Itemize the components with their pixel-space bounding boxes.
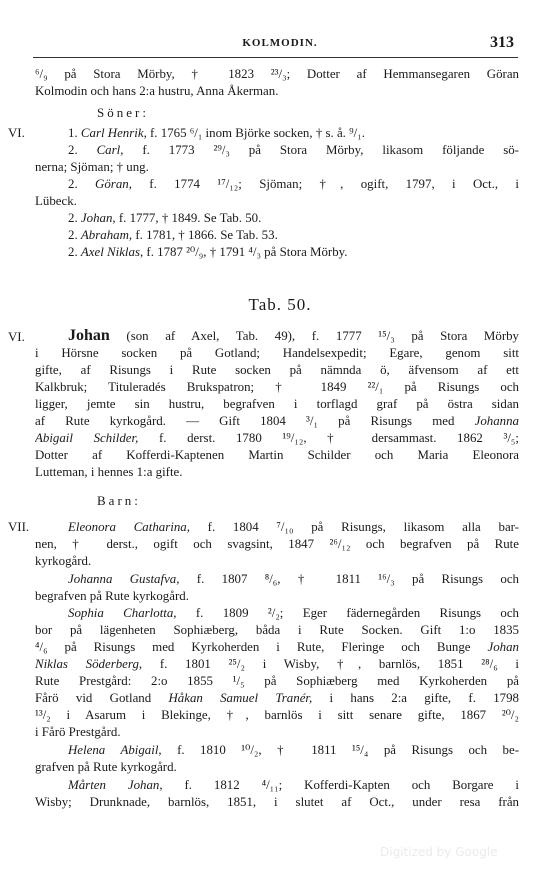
person-name: Niklas Söderberg, [35,657,143,671]
entry-text: f. 1810 ¹⁰/₂, † 1811 ¹⁵/₄ på Risungs och be- [161,743,519,757]
child-entry [68,571,519,588]
entry-text: f. 1765 ⁶/₁ inom Björke socken, † s. å. ⁹/₁. [146,126,365,140]
text-line [35,690,519,707]
child-entry [68,125,519,142]
table-heading: Tab. 50. [248,295,312,314]
child-entry [68,519,519,536]
entry-text: f. 1774 ¹⁷/₁₂; Sjöman; †, ogift, 1797, i Oct., i [131,177,519,191]
entry-text: Fårö vid Gotland [35,691,169,705]
child-entry [68,142,519,159]
text-line: Wisby; Drunknade, barnlös, 1851, i slutet af Oct., under resa från [35,795,519,809]
header-title: KOLMODIN. [242,37,318,49]
text-line: grafven på Rute kyrkogård. [35,760,177,774]
text-line [35,656,519,673]
entry-number: 2. [68,228,78,242]
text-line: begrafven på Rute kyrkogård. [35,589,189,603]
generation-numeral: VI. [8,126,25,140]
person-name: Mårten Johan, [68,778,163,792]
text-line: nerna; Sjöman; † ung. [35,160,149,174]
entry-text: f. 1809 ²/₂; Eger fädernegården Risungs och [176,606,519,620]
entry-text: ⁴/₆ på Risungs med Kyrkoherden i Rute, Fleringe och Bunge [35,640,488,654]
text-line: Kolmodin och hans 2:a hustru, Anna Åkerman. [35,84,279,98]
person-name: Johan [68,327,110,344]
entry-text: i hans 2:a gifte, f. 1798 [312,691,519,705]
text-line [35,430,519,447]
header-rule [33,57,518,58]
person-name: Johanna Gustafva, [68,572,180,586]
main-entry-line [68,327,519,345]
text-line: i Fårö Prestgård. [35,725,121,739]
person-name: Abraham, [80,228,133,242]
text-line: Lübeck. [35,194,77,208]
child-entry [68,244,519,261]
entry-text: f. 1807 ⁸/₆, † 1811 ¹⁶/₃ på Risungs och [179,572,519,586]
child-entry [68,605,519,622]
person-name: Johan [487,640,519,654]
text-line: bor på lägenheten Sophiæberg, båda i Rute Socken. Gift 1:o 1835 [35,623,519,637]
person-name: Håkan Samuel Tranér, [168,691,313,705]
entry-number: 2. [68,143,78,157]
person-name: Axel Niklas, [80,245,144,259]
child-entry [68,777,519,794]
watermark: Digitized by Google [380,845,498,859]
text-line: i Hörsne socken på Gotland; Handelsexpedit; Egare, genom sitt [35,346,519,360]
page-number: 313 [490,34,514,51]
child-entry [68,227,519,244]
text-line: gifte, af Risungs i Rute socken på nämnda ö, äfvensom af ett [35,363,519,377]
entry-text: f. 1804 ⁷/₁₀ på Risungs, likasom alla bar- [189,520,519,534]
entry-text: f. 1781, † 1866. Se Tab. 53. [132,228,278,242]
section-heading-soner: Söner: [97,105,149,120]
person-name: Abigail Schilder, [35,431,139,445]
text-line [35,413,519,430]
running-header [0,34,560,54]
generation-numeral: VII. [8,520,30,534]
text-line: Rute Prestgård: 2:o 1855 ¹/₅ på Sophiæberg med Kyrkoherden på [35,674,519,688]
text-line: ¹³/₂ i Asarum i Blekinge, †, barnlös i sitt senare gifte, 1867 ²⁰/₂ [35,708,519,722]
text-line: Kalkbruk; Tituleradés Brukspatron; † 1849 ²²/₁ på Risungs och [35,380,519,394]
child-entry [68,210,519,227]
person-name: Carl Henrik, [80,126,147,140]
person-name: Johan, [80,211,116,225]
entry-number: 2. [68,177,78,191]
generation-numeral: VI. [8,330,25,344]
entry-text: f. 1773 ²⁹/₃ på Stora Mörby, likasom följande sö- [123,143,519,157]
text-line: nen, † derst., ogift och svagsint, 1847 ²⁶/₁₂ och begrafven på Rute [35,537,519,551]
text-line: ligger, jemte sin hustru, begrafven i torflagd graf på östra sidan [35,397,519,411]
entry-text: (son af Axel, Tab. 49), f. 1777 ¹⁵/₃ på Stora Mörby [109,329,519,343]
person-name: Helena Abigail, [68,743,162,757]
text-line: Lutteman, i hennes 1:a gifte. [35,465,183,479]
person-name: Sophia Charlotta, [68,606,177,620]
entry-number: 2. [68,211,78,225]
entry-text: f. 1801 ²⁵/₂ i Wisby, †, barnlös, 1851 ²⁸/₆ i [142,657,519,671]
entry-text: f. derst. 1780 ¹⁹/₁₂, † dersammast. 1862 ³/₅; [138,431,519,445]
person-name: Carl, [96,143,124,157]
section-heading-barn: Barn: [97,493,141,508]
person-name: Johanna [474,414,519,428]
entry-number: 1. [68,126,78,140]
person-name: Göran, [95,177,132,191]
entry-text: af Rute kyrkogård. — Gift 1804 ³/₁ på Risungs med [35,414,475,428]
person-name: Eleonora Catharina, [68,520,190,534]
child-entry [68,742,519,759]
text-line: Dotter af Kofferdi-Kaptenen Martin Schilder och Maria Eleonora [35,448,519,462]
text-line [35,639,519,656]
text-line: kyrkogård. [35,554,92,568]
entry-text: f. 1787 ²⁰/₉, † 1791 ⁴/₃ på Stora Mörby. [143,245,348,259]
child-entry [68,176,519,193]
entry-number: 2. [68,245,78,259]
entry-text: f. 1777, † 1849. Se Tab. 50. [115,211,262,225]
text-line: ⁶/₉ på Stora Mörby, † 1823 ²³/₃; Dotter af Hemmansegaren Göran [35,67,519,81]
entry-text: f. 1812 ⁴/₁₁; Kofferdi-Kapten och Borgare i [162,778,519,792]
